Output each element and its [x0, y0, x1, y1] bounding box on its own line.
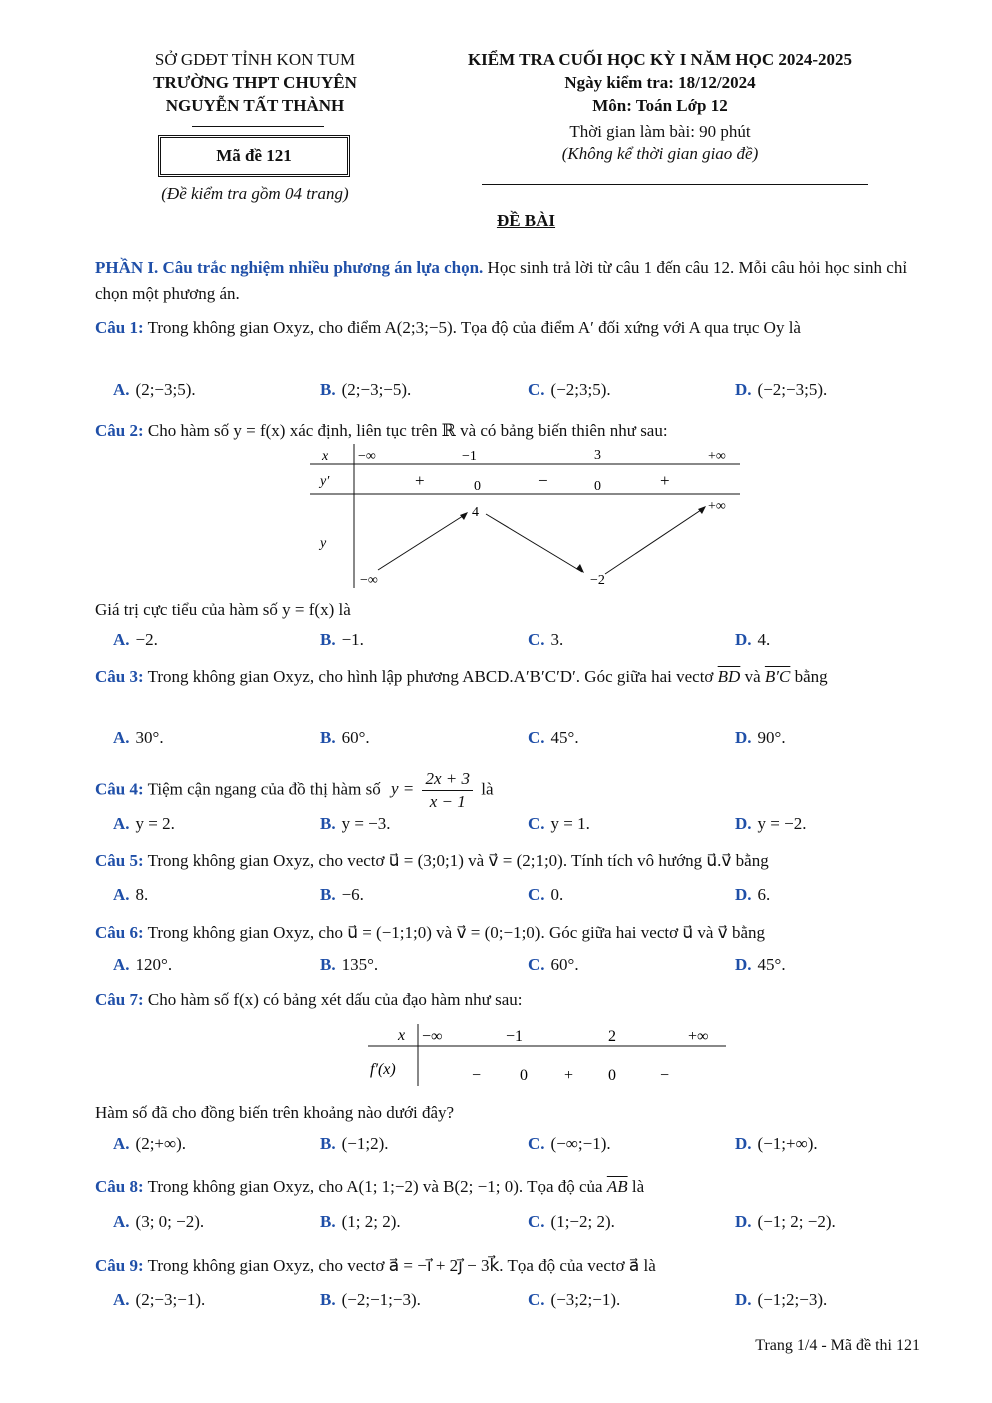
q6-option-c[interactable]: C. 60°.	[528, 955, 579, 974]
school-line2: NGUYỄN TẤT THÀNH	[165, 96, 345, 115]
q3-option-a[interactable]: A. 30°.	[113, 728, 164, 747]
q8-option-d[interactable]: D. (−1; 2; −2).	[735, 1212, 836, 1231]
exam-title: KIỂM TRA CUỐI HỌC KỲ I NĂM HỌC 2024-2025	[467, 50, 853, 69]
q2-option-c[interactable]: C. 3.	[528, 630, 564, 649]
vt2-sign4: +	[660, 471, 670, 490]
vt7-x1: −1	[506, 1028, 524, 1045]
q6-text: Trong không gian Oxyz, cho u⃗ = (−1;1;0) và v⃗ = (0;−1;0). Góc giữa hai vectơ u⃗ và v⃗ bằng	[147, 923, 766, 942]
q7-option-b[interactable]: B. (−1;2).	[320, 1134, 389, 1153]
vt2-arrow-up2	[605, 508, 704, 574]
vt7-x0: −∞	[422, 1028, 443, 1045]
q3-vector-bc: B′C	[764, 667, 791, 686]
q5-number: Câu 5:	[95, 851, 144, 870]
q9-option-c[interactable]: C. (−3;2;−1).	[528, 1290, 621, 1309]
q7-option-c[interactable]: C. (−∞;−1).	[528, 1134, 611, 1153]
q6-option-a[interactable]: A. 120°.	[113, 955, 173, 974]
section-title: ĐỀ BÀI	[496, 211, 556, 230]
q2-option-d[interactable]: D. 4.	[735, 630, 771, 649]
header-right-rule	[482, 184, 868, 185]
q1-number: Câu 1:	[95, 318, 144, 337]
q4-option-d[interactable]: D. y = −2.	[735, 814, 807, 833]
header-underline	[192, 126, 324, 127]
vt2-arrow-down	[486, 514, 582, 572]
header-right	[410, 50, 910, 164]
q3-text: Trong không gian Oxyz, cho hình lập phương ABCD.A′B′C′D′. Góc giữa hai vectơ	[147, 667, 714, 686]
q4-text: Tiệm cận ngang của đồ thị hàm số	[147, 779, 381, 799]
q4-option-c[interactable]: C. y = 1.	[528, 814, 590, 833]
vt7-sign2: +	[564, 1067, 574, 1084]
q3-number: Câu 3:	[95, 667, 144, 686]
q2-option-a[interactable]: A. −2.	[113, 630, 158, 649]
vt7-sign1: 0	[520, 1067, 528, 1084]
vt2-y0: −∞	[360, 573, 378, 588]
q2-option-b[interactable]: B. −1.	[320, 630, 364, 649]
q7-number: Câu 7:	[95, 990, 144, 1009]
q9-number: Câu 9:	[95, 1256, 144, 1275]
q8-option-b[interactable]: B. (1; 2; 2).	[320, 1212, 401, 1231]
vt2-y1: 4	[472, 505, 479, 520]
q7-text: Cho hàm số f(x) có bảng xét dấu của đạo hàm như sau:	[147, 990, 523, 1009]
q5-option-a[interactable]: A. 8.	[113, 885, 149, 904]
part1-text: Học sinh trả lời từ câu 1 đến câu 12. Mỗi câu hỏi học sinh chỉ chọn một phương án.	[95, 258, 908, 303]
q7-after: Hàm số đã cho đồng biến trên khoảng nào dưới đây?	[95, 1103, 455, 1122]
q1-text: Trong không gian Oxyz, cho điểm A(2;3;−5). Tọa độ của điểm A′ đối xứng với A qua trục Oy là	[147, 318, 801, 337]
q9-option-d[interactable]: D. (−1;2;−3).	[735, 1290, 828, 1309]
question-4: Câu 4: Tiệm cận ngang của đồ thị hàm số y = $\frac{2x + 3}{x - 1}$ là	[95, 769, 494, 811]
q1-option-a[interactable]: A. (2;−3;5).	[113, 380, 196, 399]
exam-code-box: Mã đề 121	[158, 135, 350, 177]
question-8: Câu 8: Trong không gian Oxyz, cho A(1; 1;−2) và B(2; −1; 0). Tọa độ của $\overline{AB}$ là	[95, 1177, 645, 1196]
q8-number: Câu 8:	[95, 1177, 144, 1196]
vt7-x3: +∞	[688, 1028, 709, 1045]
part1-label: PHẦN I. Câu trắc nghiệm nhiều phương án lựa chọn.	[95, 258, 484, 277]
q4-option-a[interactable]: A. y = 2.	[113, 814, 175, 833]
q8-text: Trong không gian Oxyz, cho A(1; 1;−2) và B(2; −1; 0). Tọa độ của	[147, 1177, 603, 1196]
sign-table-q7	[360, 1022, 730, 1088]
q1-option-c[interactable]: C. (−2;3;5).	[528, 380, 611, 399]
vt2-sign3: 0	[594, 479, 601, 494]
q4-option-b[interactable]: B. y = −3.	[320, 814, 391, 833]
question-5	[95, 848, 925, 874]
q4-fraction: $\frac{2x + 3}{x - 1}$	[422, 768, 473, 813]
q2-number: Câu 2:	[95, 421, 144, 440]
q9-text: Trong không gian Oxyz, cho vectơ a⃗ = −i⃗ + 2j⃗ − 3k⃗. Tọa độ của vectơ a⃗ là	[147, 1256, 656, 1275]
q9-option-a[interactable]: A. (2;−3;−1).	[113, 1290, 206, 1309]
exam-duration: Thời gian làm bài: 90 phút	[569, 122, 751, 141]
vt7-x2: 2	[608, 1028, 616, 1045]
question-9	[95, 1253, 925, 1279]
q8-option-c[interactable]: C. (1;−2; 2).	[528, 1212, 615, 1231]
q2-after: Giá trị cực tiểu của hàm số y = f(x) là	[95, 600, 351, 619]
q2-text: Cho hàm số y = f(x) xác định, liên tục trên ℝ và có bảng biến thiên như sau:	[147, 421, 668, 440]
vt2-x1: −1	[462, 449, 477, 464]
q5-option-d[interactable]: D. 6.	[735, 885, 771, 904]
vt2-arrow-up1	[378, 514, 466, 570]
part1-intro	[95, 255, 925, 307]
vt7-sign0: −	[472, 1067, 482, 1084]
vt7-sign3: 0	[608, 1067, 616, 1084]
vt2-yprime-label: y′	[320, 474, 330, 489]
school-line1: TRƯỜNG THPT CHUYÊN	[153, 73, 357, 92]
question-1	[95, 315, 925, 341]
vt2-y-label: y	[320, 536, 327, 551]
page-footer: Trang 1/4 - Mã đề thi 121	[755, 1337, 920, 1354]
department-name: SỞ GDĐT TỈNH KON TUM	[154, 50, 356, 69]
vt2-y2: −2	[590, 573, 605, 588]
q6-option-b[interactable]: B. 135°.	[320, 955, 379, 974]
q5-option-c[interactable]: C. 0.	[528, 885, 564, 904]
q7-option-a[interactable]: A. (2;+∞).	[113, 1134, 187, 1153]
q3-option-c[interactable]: C. 45°.	[528, 728, 579, 747]
vt7-sign4: −	[660, 1067, 670, 1084]
q3-option-d[interactable]: D. 90°.	[735, 728, 786, 747]
q5-text: Trong không gian Oxyz, cho vectơ u⃗ = (3;0;1) và v⃗ = (2;1;0). Tính tích vô hướng u⃗.v⃗ bằng	[147, 851, 769, 870]
question-6	[95, 920, 925, 946]
q4-number: Câu 4:	[95, 779, 144, 799]
question-7	[95, 987, 925, 1013]
exam-date: Ngày kiểm tra: 18/12/2024	[564, 73, 756, 92]
q5-option-b[interactable]: B. −6.	[320, 885, 364, 904]
q8-option-a[interactable]: A. (3; 0; −2).	[113, 1212, 205, 1231]
vt2-x3: +∞	[708, 449, 726, 464]
vt2-x0: −∞	[358, 449, 376, 464]
q7-option-d[interactable]: D. (−1;+∞).	[735, 1134, 818, 1153]
q3-vector-bd: $\overline{BD}$	[717, 667, 741, 686]
q1-option-b[interactable]: B. (2;−3;−5).	[320, 380, 412, 399]
vt2-sign1: 0	[474, 479, 481, 494]
vt7-x-label: x	[398, 1027, 406, 1044]
vt2-sign2: −	[538, 471, 548, 490]
pages-note: (Đề kiểm tra gồm 04 trang)	[161, 184, 349, 203]
variation-table-q2	[300, 442, 745, 590]
vt7-fprime-label: f′(x)	[370, 1061, 396, 1078]
q8-vector-ab: $\overline{AB}$	[606, 1177, 628, 1196]
vt2-x-label: x	[322, 449, 329, 464]
vt2-x2: 3	[594, 448, 601, 463]
q6-number: Câu 6:	[95, 923, 144, 942]
q9-option-b[interactable]: B. (−2;−1;−3).	[320, 1290, 421, 1309]
q3-option-b[interactable]: B. 60°.	[320, 728, 370, 747]
vt2-y3: +∞	[708, 499, 726, 514]
q1-option-d[interactable]: D. (−2;−3;5).	[735, 380, 828, 399]
exam-subject: Môn: Toán Lớp 12	[592, 96, 728, 115]
header-left	[120, 50, 390, 116]
vt2-sign0: +	[415, 471, 425, 490]
question-2	[95, 418, 925, 444]
exam-duration-note: (Không kể thời gian giao đề)	[561, 144, 759, 163]
question-3: Câu 3: Trong không gian Oxyz, cho hình lập phương ABCD.A′B′C′D′. Góc giữa hai vectơ $\overline{BD}$ và B′C bằng	[95, 667, 828, 686]
q6-option-d[interactable]: D. 45°.	[735, 955, 786, 974]
